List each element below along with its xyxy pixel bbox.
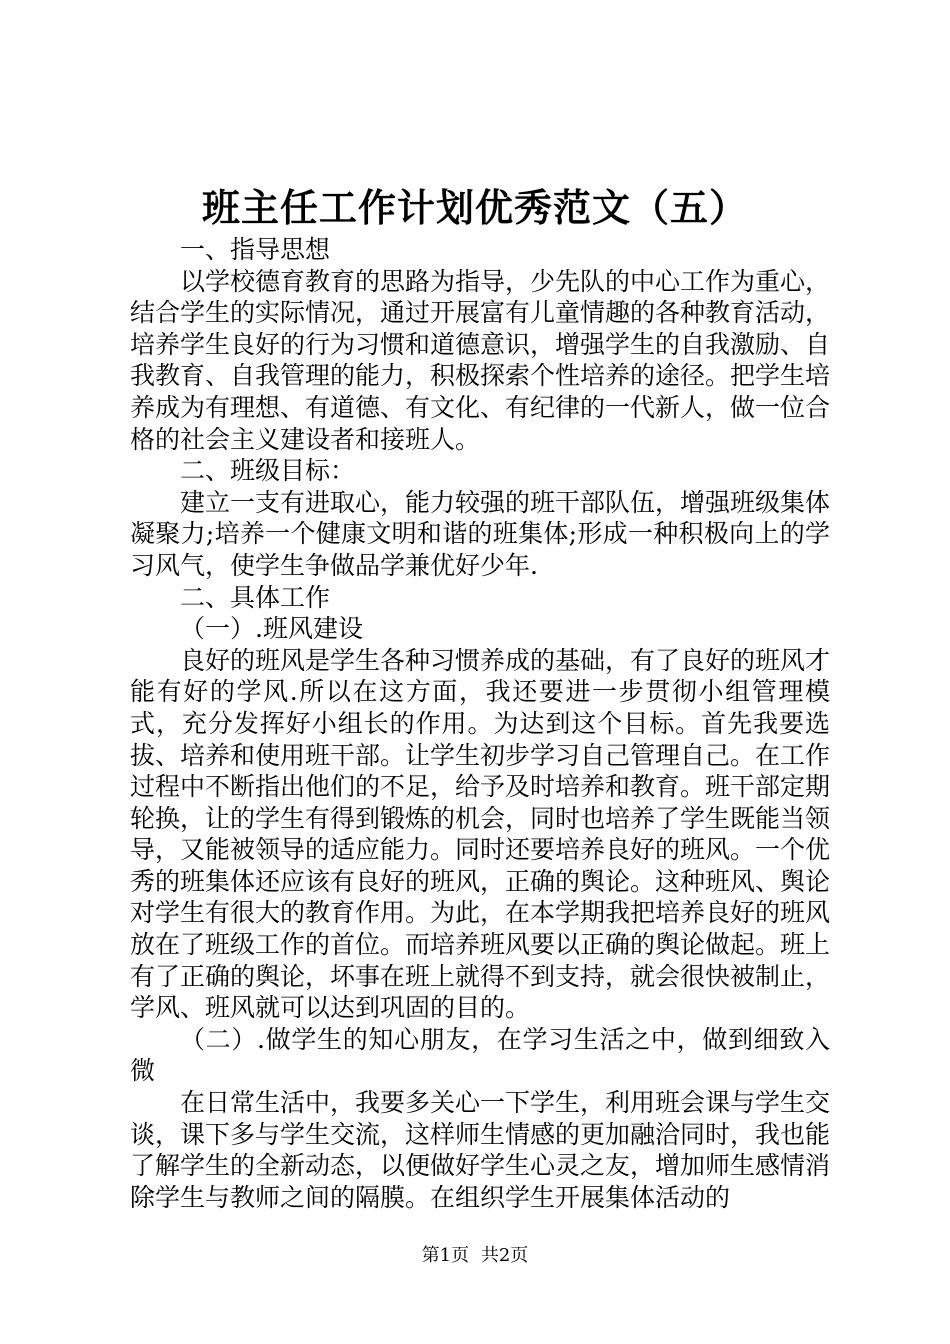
- paragraph-class-goals: 建立一支有进取心，能力较强的班干部队伍，增强班级集体凝聚力;培养一个健康文明和谐的班集体;形成一种积极向上的学习风气，使学生争做品学兼优好少年.: [130, 487, 831, 580]
- subheading-student-friend: （二）.做学生的知心朋友，在学习生活之中，做到细致入微: [130, 1024, 830, 1086]
- document-body: [130, 234, 830, 1213]
- page-number-total: 共2页: [480, 1245, 529, 1266]
- paragraph-guiding-ideology: 以学校德育教育的思路为指导，少先队的中心工作为重心，结合学生的实际情况，通过开展富有儿童情趣的各种教育活动，培养学生良好的行为习惯和道德意识，增强学生的自我激励、自我教育、自我管理的能力，积极探索个性培养的途径。把学生培养成为有理想、有道德、有文化、有纪律的一代新人，做一位合格的社会主义建设者和接班人。: [130, 266, 831, 454]
- heading-guiding-ideology: 一、指导思想: [180, 235, 331, 264]
- paragraph-student-friend: 在日常生活中，我要多关心一下学生，利用班会课与学生交谈，课下多与学生交流，这样师生情感的更加融洽同时，我也能了解学生的全新动态，以便做好学生心灵之友，增加师生感情消除学生与教师之间的隔膜。在组织学生开展集体活动的: [130, 1088, 831, 1212]
- subheading-class-style: （一）.班风建设: [180, 614, 363, 644]
- page-footer: [0, 1244, 950, 1268]
- paragraph-class-style: 良好的班风是学生各种习惯养成的基础，有了良好的班风才能有好的学风.所以在这方面，我还要进一步贯彻小组管理模式，充分发挥好小组长的作用。为达到这个目标。首先我要选拔、培养和使用班干部。让学生初步学习自己管理自己。在工作过程中不断指出他们的不足，给予及时培养和教育。班干部定期轮换，让的学生有得到锻炼的机会，同时也培养了学生既能当领导，又能被领导的适应能力。同时还要培养良好的班风。一个优秀的班集体还应该有良好的班风，正确的舆论。这种班风、舆论对学生有很大的教育作用。为此，在本学期我把培养良好的班风放在了班级工作的首位。而培养班风要以正确的舆论做起。班上有了正确的舆论，坏事在班上就得不到支持，就会很快被制止，学风、班风就可以达到巩固的目的。: [130, 645, 831, 1023]
- heading-class-goals: 二、班级目标：: [180, 456, 356, 486]
- document-title: 班主任工作计划优秀范文（五）: [201, 185, 748, 230]
- heading-specific-work: 二、具体工作: [180, 582, 331, 612]
- page-number-current: 第1页: [421, 1245, 470, 1266]
